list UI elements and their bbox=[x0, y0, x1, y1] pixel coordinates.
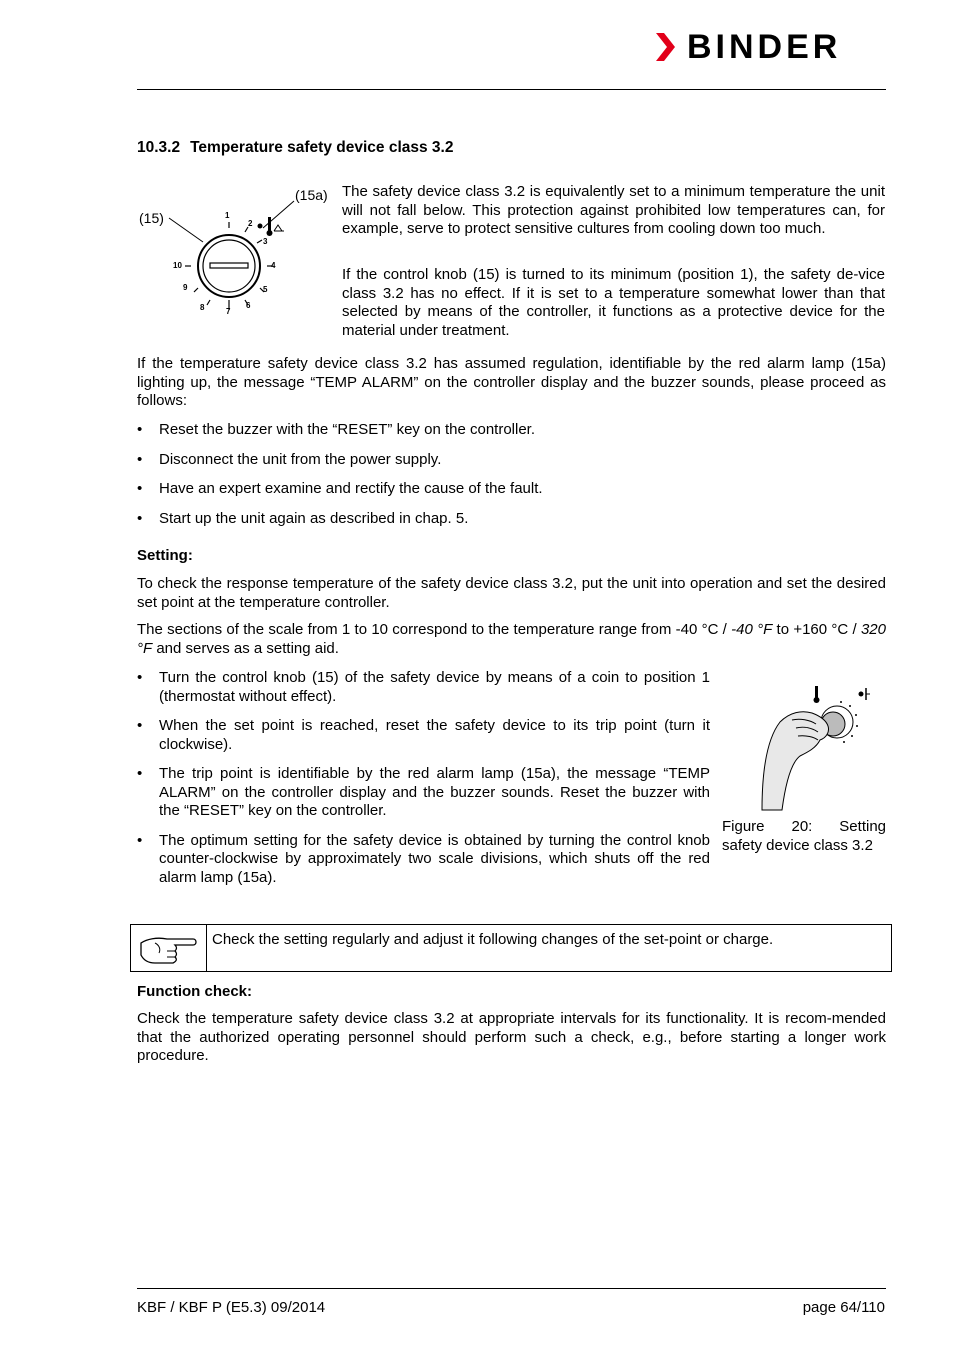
list-item: • The trip point is identifiable by the red alarm lamp (15a), the message “TEMP ALARM” on the controller display and the buzzer sounds. Reset the buzzer with the “RESET” key on the controller. bbox=[137, 765, 710, 821]
footer-document-id: KBF / KBF P (E5.3) 09/2014 bbox=[137, 1299, 326, 1316]
intro-paragraph-1: The safety device class 3.2 is equivalently set to a minimum temperature the unit will not fall below. This protection against prohibited low temperatures can, for example, serve to protect sensitive cultures from cooling down too much. bbox=[342, 183, 885, 237]
regulation-paragraph: If the temperature safety device class 3.2 has assumed regulation, identifiable by the red alarm lamp (15a) lighting up, the message “TEMP ALARM” on the controller display and the buzzer sounds, please proceed as follows: bbox=[137, 355, 886, 409]
hand-turning-knob-icon bbox=[730, 680, 870, 812]
setting-paragraph-1: To check the response temperature of the safety device class 3.2, put the unit into operation and set the desired set point at the temperature controller. bbox=[137, 575, 886, 611]
section-title: Temperature safety device class 3.2 bbox=[190, 139, 454, 156]
header-divider bbox=[137, 89, 886, 90]
section-heading bbox=[137, 139, 453, 158]
function-check-heading: Function check: bbox=[137, 983, 253, 1000]
scale-3: 3 bbox=[263, 237, 268, 246]
scale-2: 2 bbox=[248, 219, 253, 228]
function-check-paragraph: Check the temperature safety device class 3.2 at appropriate intervals for its functionality. It is recom-mended that the authorized operating personnel should perform such a check, e.g., before starting a longer work procedure. bbox=[137, 1010, 886, 1064]
footer-divider bbox=[137, 1288, 886, 1289]
list-item: • Have an expert examine and rectify the cause of the fault. bbox=[137, 480, 886, 499]
scale-7: 7 bbox=[226, 307, 231, 316]
pointing-hand-icon bbox=[137, 931, 201, 967]
list-item: • Start up the unit again as described in chap. 5. bbox=[137, 510, 886, 529]
figure-caption-line-1: Figure 20: Setting bbox=[722, 818, 886, 835]
setting-paragraph-2: The sections of the scale from 1 to 10 correspond to the temperature range from -40 °C / -40 °F to +160 °C / 320 °F and serves as a setting aid. bbox=[137, 621, 886, 657]
list-item: • When the set point is reached, reset the safety device to its trip point (turn it clockwise). bbox=[137, 717, 710, 754]
list-item: • Disconnect the unit from the power supply. bbox=[137, 451, 886, 470]
scale-8: 8 bbox=[200, 303, 205, 312]
scale-5: 5 bbox=[263, 285, 268, 294]
list-item: • Turn the control knob (15) of the safety device by means of a coin to position 1 (thermostat without effect). bbox=[137, 669, 710, 706]
note-text: Check the setting regularly and adjust it following changes of the set-point or charge. bbox=[212, 931, 774, 948]
note-box bbox=[130, 924, 892, 972]
note-icon-cell bbox=[131, 925, 207, 971]
setting-heading: Setting: bbox=[137, 547, 193, 564]
setting-steps bbox=[137, 669, 710, 887]
scale-10: 10 bbox=[173, 261, 182, 270]
scale-9: 9 bbox=[183, 283, 188, 292]
list-item: • Reset the buzzer with the “RESET” key on the controller. bbox=[137, 421, 886, 440]
thermostat-dial-icon bbox=[137, 182, 337, 322]
intro-paragraph-2: If the control knob (15) is turned to its minimum (position 1), the safety de-vice class 3.2 has no effect. If it is set to a temperature somewhat lower than that selected by means of the controller, it functions as a protective device for the material under treatment. bbox=[342, 266, 885, 339]
scale-1: 1 bbox=[225, 211, 230, 220]
list-item: • The optimum setting for the safety device is obtained by turning the control knob counter-clockwise by approximately two scale divisions, which shuts off the red alarm lamp (15a). bbox=[137, 832, 710, 888]
scale-6: 6 bbox=[246, 301, 251, 310]
figure-caption-line-2: safety device class 3.2 bbox=[722, 837, 873, 854]
logo-arrow-icon bbox=[655, 30, 681, 64]
binder-logo bbox=[655, 30, 887, 64]
brand-name: BINDER bbox=[687, 28, 842, 66]
knob-label: (15) bbox=[139, 210, 164, 226]
lamp-label: (15a) bbox=[295, 187, 328, 203]
regulation-steps bbox=[137, 421, 886, 528]
footer-page-number: page 64/110 bbox=[802, 1299, 885, 1316]
scale-4: 4 bbox=[271, 261, 276, 270]
dial-figure bbox=[137, 182, 337, 322]
section-number: 10.3.2 bbox=[137, 139, 181, 156]
